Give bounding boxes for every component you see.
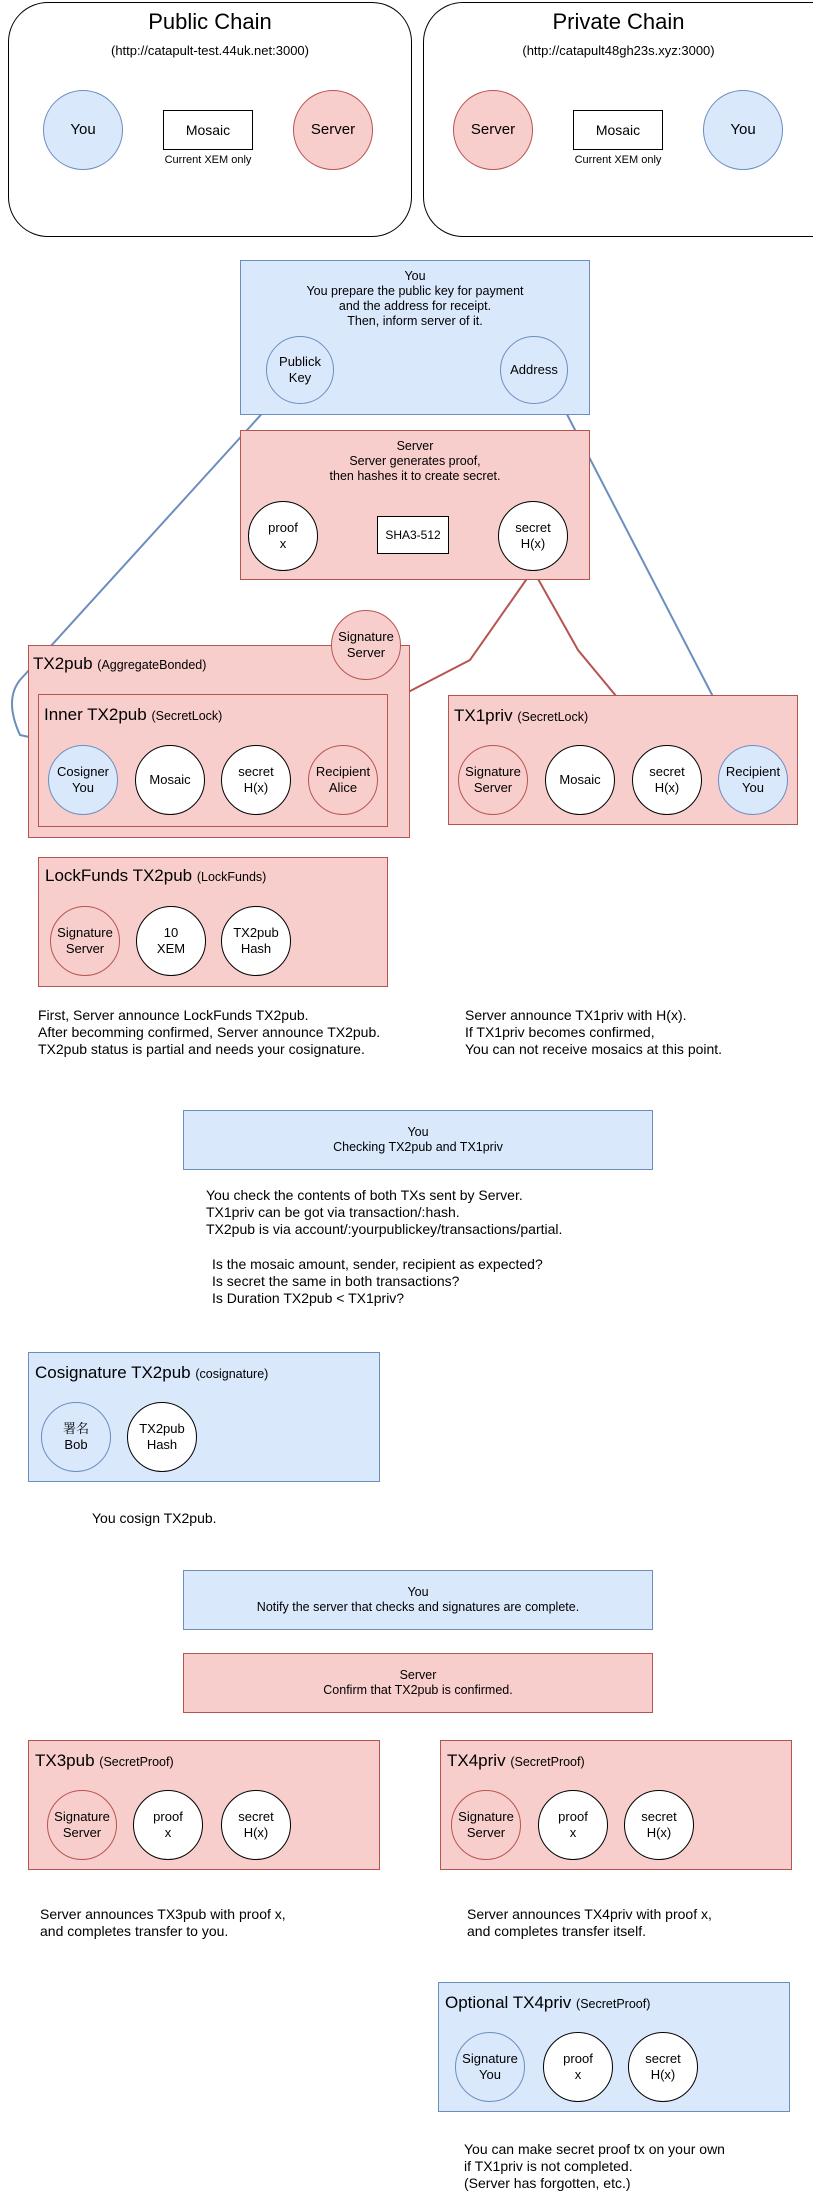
private-you-node: You [703,90,783,170]
lockfunds-title-main: LockFunds TX2pub [45,866,193,885]
private-chain-title: Private Chain [552,9,685,34]
lockfunds-signature-node: Signature Server [50,906,120,976]
checking-box [183,1110,653,1170]
tx3pub-title-sub: (SecretProof) [99,1755,174,1769]
tx1priv-title-main: TX1priv [454,706,513,725]
cosignature-hash-node: TX2pub Hash [127,1402,197,1472]
optional-signature-node: Signature You [455,2032,525,2102]
inner-cosigner-node: Cosigner You [48,745,118,815]
private-mosaic-note: Current XEM only [574,154,662,166]
tx1priv-mosaic-node: Mosaic [545,745,615,815]
proof-x-node: proof x [248,501,318,571]
lockfunds-hash-node: TX2pub Hash [221,906,291,976]
tx1priv-title [454,706,588,726]
tx2pub-title-main: TX2pub [33,654,93,673]
inner-tx2pub-title [44,705,222,725]
public-key-node: Publick Key [266,336,334,404]
cosignature-title [35,1363,268,1383]
tx3pub-title-main: TX3pub [35,1751,95,1770]
tx4priv-title-sub: (SecretProof) [510,1755,585,1769]
tx2pub-signature-node: Signature Server [331,610,401,680]
private-mosaic-node: Mosaic [573,110,663,150]
tx4priv-title-main: TX4priv [447,1751,506,1770]
tx2pub-title [33,654,206,674]
note-tx3pub: Server announces TX3pub with proof x, and completes transfer to you. [40,1906,286,1939]
private-server-node: Server [453,90,533,170]
sha3-512-node: SHA3-512 [377,516,449,554]
public-chain-url: (http://catapult-test.44uk.net:3000) [110,43,309,58]
lockfunds-title-sub: (LockFunds) [196,870,267,884]
optional-note: You can make secret proof tx on your own if TX1priv is not completed. (Server has forgotten, etc.) [464,2141,725,2191]
public-you-node: You [43,90,123,170]
inner-recipient-node: Recipient Alice [308,745,378,815]
optional-tx4priv-title-sub: (SecretProof) [576,1997,651,2011]
tx3pub-signature-node: Signature Server [47,1790,117,1860]
note-server-tx1priv: Server announce TX1priv with H(x). If TX1priv becomes confirmed, You can not receive mosaics at this point. [465,1007,723,1057]
public-chain-title: Public Chain [148,9,272,34]
tx4priv-secret-node: secret H(x) [624,1790,694,1860]
tx1priv-signature-node: Signature Server [458,745,528,815]
tx3pub-secret-node: secret H(x) [221,1790,291,1860]
confirm-box [183,1653,653,1713]
lockfunds-amount-node: 10 XEM [136,906,206,976]
checking-text: You Checking TX2pub and TX1priv [333,1125,503,1154]
inner-secret-node: secret H(x) [221,745,291,815]
tx4priv-signature-node: Signature Server [451,1790,521,1860]
optional-proof-node: proof x [543,2032,613,2102]
optional-secret-node: secret H(x) [628,2032,698,2102]
notify-box [183,1570,653,1630]
tx2pub-title-sub: (AggregateBonded) [97,658,207,672]
public-mosaic-node: Mosaic [163,110,253,150]
private-chain-url: (http://catapult48gh23s.xyz:3000) [522,43,715,58]
note-server-lockfunds: First, Server announce LockFunds TX2pub. After becomming confirmed, Server announce TX2pub. TX2pub status is partial and needs your cosignature. [38,1007,381,1057]
cosign-note: You cosign TX2pub. [92,1510,217,1526]
tx1priv-title-sub: (SecretLock) [517,710,589,724]
you-prepare-text: You You prepare the public key for payment and the address for receipt. Then, inform server of it. [306,269,524,328]
inner-mosaic-node: Mosaic [135,745,205,815]
address-node: Address [500,336,568,404]
tx1priv-secret-node: secret H(x) [632,745,702,815]
secret-hx-node: secret H(x) [498,501,568,571]
public-server-node: Server [293,90,373,170]
server-proof-text: Server Server generates proof, then hashes it to create secret. [329,439,501,483]
check-note-questions: Is the mosaic amount, sender, recipient as expected? Is secret the same in both transactions? Is Duration TX2pub < TX1priv? [212,1256,543,1306]
check-note-contents: You check the contents of both TXs sent by Server. TX1priv can be got via transaction/:hash. TX2pub is via account/:yourpublickey/transactions/partial. [206,1187,563,1237]
note-tx4priv: Server announces TX4priv with proof x, and completes transfer itself. [467,1906,712,1939]
optional-tx4priv-title-main: Optional TX4priv [445,1993,572,2012]
lockfunds-title [45,866,266,886]
cosignature-title-sub: (cosignature) [195,1367,269,1381]
tx3pub-title [35,1751,174,1771]
tx3pub-proof-node: proof x [133,1790,203,1860]
cosignature-title-main: Cosignature TX2pub [35,1363,191,1382]
tx1priv-recipient-node: Recipient You [718,745,788,815]
confirm-text: Server Confirm that TX2pub is confirmed. [323,1668,513,1697]
public-mosaic-note: Current XEM only [164,154,252,166]
cosignature-sign-node: 署名 Bob [41,1402,111,1472]
tx4priv-proof-node: proof x [538,1790,608,1860]
optional-tx4priv-title [445,1993,650,2013]
notify-text: You Notify the server that checks and signatures are complete. [256,1585,580,1614]
inner-tx2pub-title-main: Inner TX2pub [44,705,147,724]
inner-tx2pub-title-sub: (SecretLock) [151,709,223,723]
tx4priv-title [447,1751,585,1771]
